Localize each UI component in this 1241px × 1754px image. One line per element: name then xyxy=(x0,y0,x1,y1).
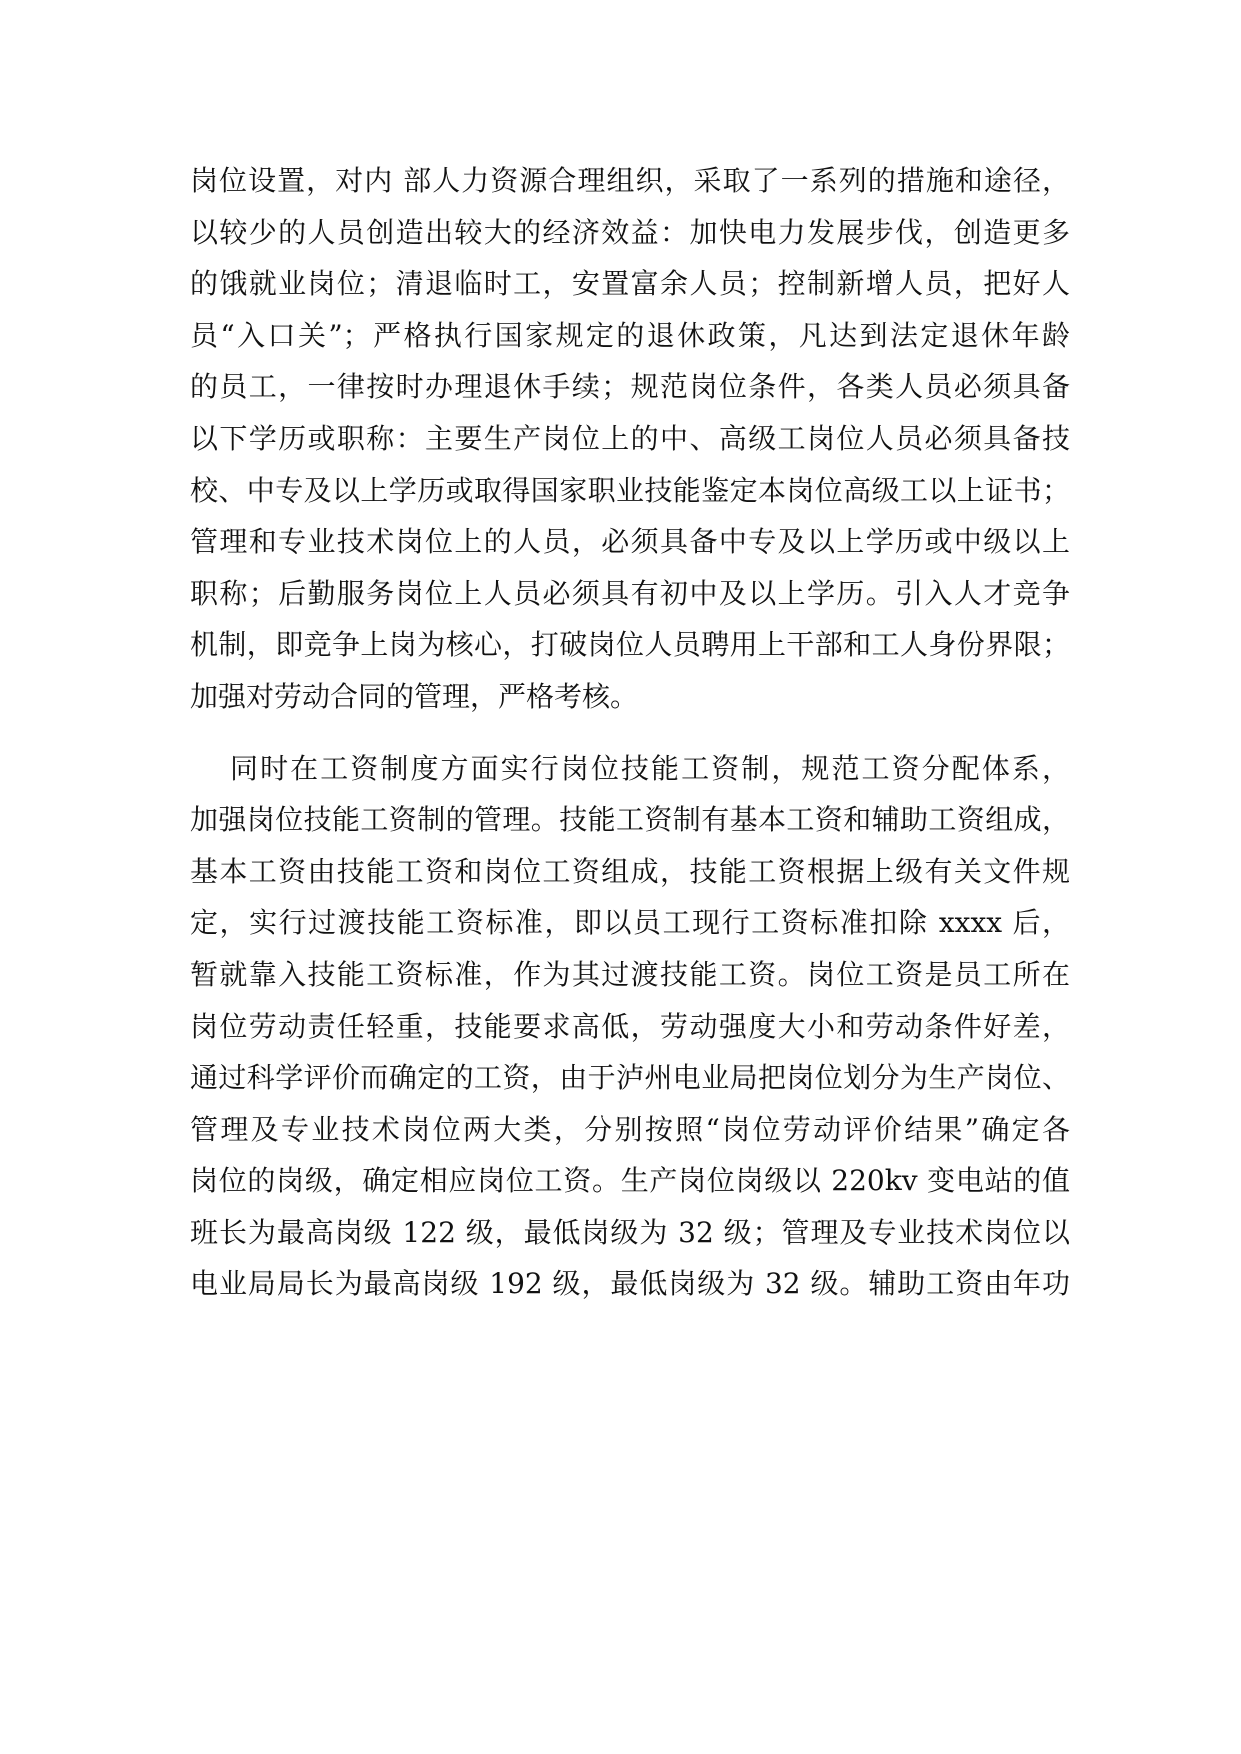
text-line: 加强对劳动合同的管理，严格考核。 xyxy=(190,679,639,713)
text-line: 岗位设置，对内 部人力资源合理组织，采取了一系列的措施和途径， xyxy=(190,164,1070,197)
text-line: 机制，即竞争上岗为核心，打破岗位人员聘用上干部和工人身份界限； xyxy=(190,628,1070,662)
text-line: 同时在工资制度方面实行岗位技能工资制，规范工资分配体系， xyxy=(230,751,1070,785)
text-line: 加强岗位技能工资制的管理。技能工资制有基本工资和辅助工资组成， xyxy=(190,803,1070,837)
document-body xyxy=(190,155,1070,1310)
text-line: 管理和专业技术岗位上的人员，必须具备中专及以上学历或中级以上 xyxy=(190,525,1070,559)
text-line: 以较少的人员创造出较大的经济效益：加快电力发展步伐，创造更多 xyxy=(190,215,1070,249)
text-line: 通过科学评价而确定的工资，由于泸州电业局把岗位划分为生产岗位、 xyxy=(190,1061,1070,1095)
text-line: 员“入口关”；严格执行国家规定的退休政策，凡达到法定退休年龄 xyxy=(190,318,1070,352)
text-line: 暂就靠入技能工资标准，作为其过渡技能工资。岗位工资是员工所在 xyxy=(190,957,1070,991)
text-line: 岗位劳动责任轻重，技能要求高低，劳动强度大小和劳动条件好差， xyxy=(190,1009,1070,1043)
text-line: 定，实行过渡技能工资标准，即以员工现行工资标准扣除 xxxx 后， xyxy=(190,906,1070,940)
paragraph-2 xyxy=(190,743,1070,1311)
text-line: 班长为最高岗级 122 级，最低岗级为 32 级；管理及专业技术岗位以 xyxy=(190,1215,1070,1249)
paragraph-1 xyxy=(190,155,1070,723)
text-line: 岗位的岗级，确定相应岗位工资。生产岗位岗级以 220kv 变电站的值 xyxy=(190,1164,1070,1198)
text-line: 的员工，一律按时办理退休手续；规范岗位条件，各类人员必须具备 xyxy=(190,370,1070,404)
text-line: 电业局局长为最高岗级 192 级，最低岗级为 32 级。辅助工资由年功 xyxy=(190,1267,1070,1301)
text-line: 校、中专及以上学历或取得国家职业技能鉴定本岗位高级工以上证书； xyxy=(190,473,1070,507)
text-line: 职称；后勤服务岗位上人员必须具有初中及以上学历。引入人才竞争 xyxy=(190,576,1070,610)
text-line: 的饿就业岗位；清退临时工，安置富余人员；控制新增人员，把好人 xyxy=(190,267,1070,301)
text-line: 管理及专业技术岗位两大类，分别按照“岗位劳动评价结果”确定各 xyxy=(190,1112,1070,1146)
text-line: 以下学历或职称：主要生产岗位上的中、高级工岗位人员必须具备技 xyxy=(190,421,1070,455)
text-line: 基本工资由技能工资和岗位工资组成，技能工资根据上级有关文件规 xyxy=(190,854,1070,888)
paragraph-gap xyxy=(190,723,1070,743)
